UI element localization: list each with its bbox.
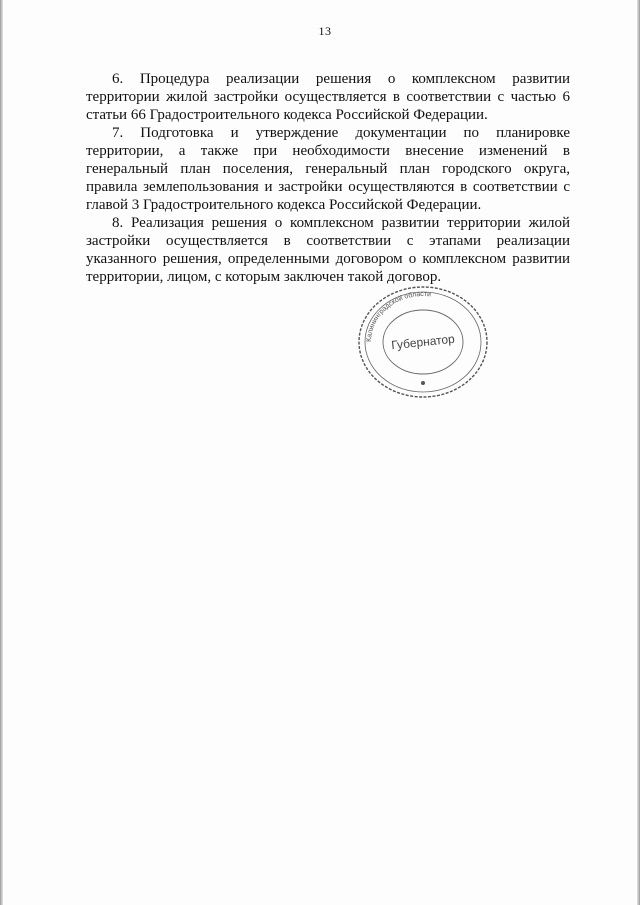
- paragraph-7: 7. Подготовка и утверждение документации по планировке территории, а также при необходимости внесение изменений в генеральный план поселения, генеральный план городского округа, правила землепользования и застройки осуществляются в соответствии с главой 3 Градостроительного кодекса Российской Федерации.: [86, 125, 570, 213]
- scan-edge-left: [0, 0, 3, 905]
- paragraph-8: 8. Реализация решения о комплексном развитии территории жилой застройки осуществляется в соответствии с этапами реализации указанного решения, определенными договором о комплексном развитии территории, лицом, с которым заключен такой договор.: [86, 215, 570, 285]
- seal-center-text: Губернатор: [390, 331, 456, 353]
- seal-ring-textpath: Калининградской области: [365, 290, 432, 343]
- document-body: [86, 70, 570, 286]
- seal-dot: [421, 381, 425, 385]
- page-number: 13: [318, 24, 332, 38]
- paragraph-6: 6. Процедура реализации решения о комплексном развитии территории жилой застройки осуществляется в соответствии с частью 6 статьи 66 Градостроительного кодекса Российской Федерации.: [86, 71, 570, 123]
- official-seal: [355, 284, 491, 400]
